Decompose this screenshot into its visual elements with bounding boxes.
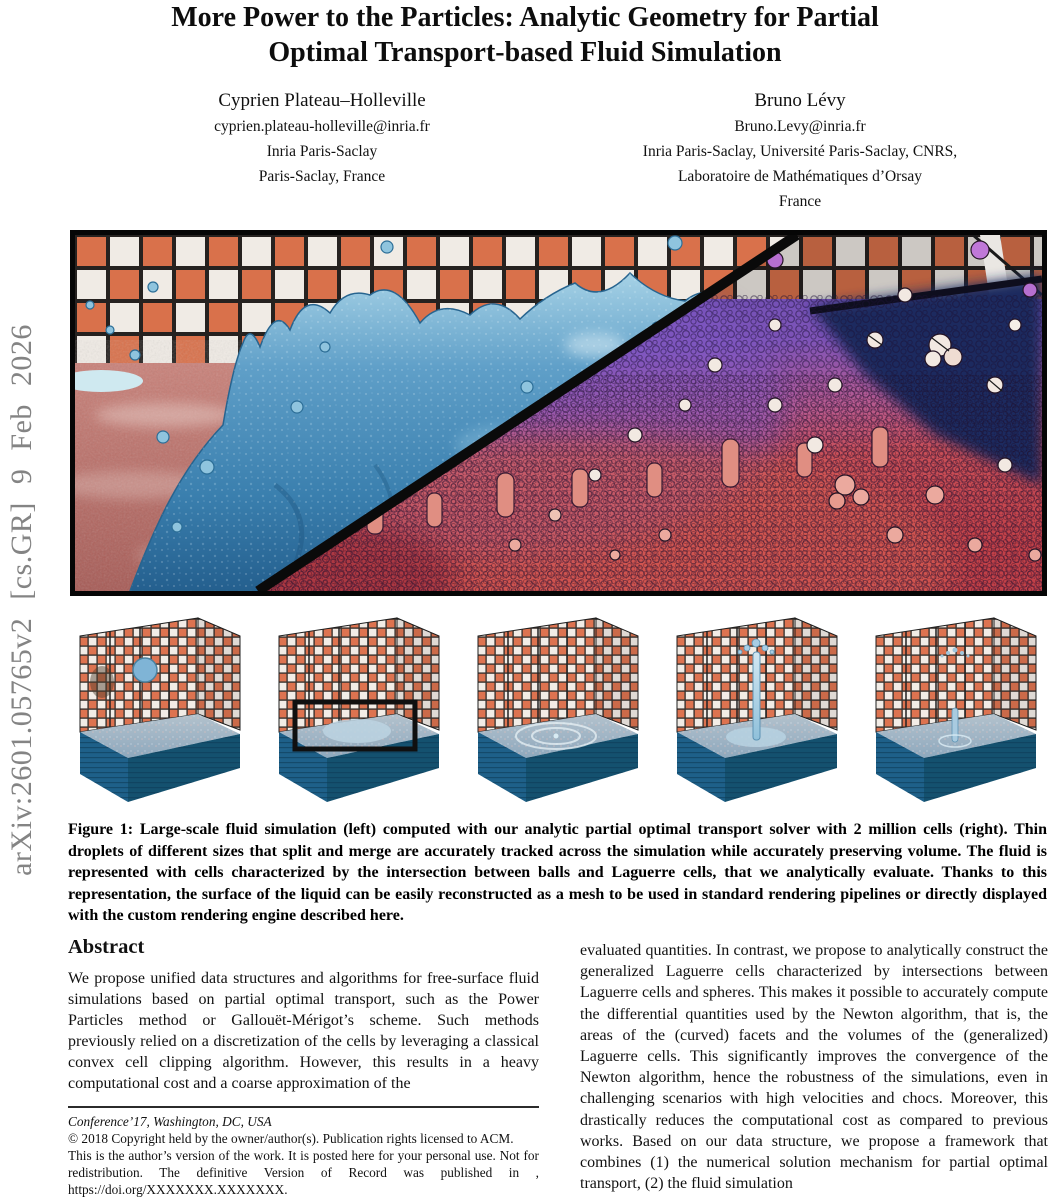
footnote-block (68, 1106, 539, 1198)
author-name: Cyprien Plateau–Holleville (218, 90, 426, 111)
arxiv-watermark: arXiv:2601.05765v2 [cs.GR] 9 Feb 2026 (5, 324, 38, 876)
author-block-2 (570, 88, 1030, 214)
teaser-figure-svg (75, 235, 1042, 591)
impact-splash (323, 719, 391, 743)
title-line-1: More Power to the Particles: Analytic Geometry for Partial (171, 2, 879, 33)
abstract-heading: Abstract (68, 936, 145, 958)
water-jet (753, 652, 760, 740)
author-affiliation: Laboratoire de Mathématiques d’Orsay (677, 168, 923, 185)
author-affiliation: Paris-Saclay, France (258, 168, 386, 185)
author-affiliation: France (778, 193, 822, 210)
author-email: Bruno.Levy@inria.fr (734, 118, 866, 135)
author-email: cyprien.plateau-holleville@inria.fr (214, 118, 430, 135)
figure-caption: Figure 1: Large-scale fluid simulation (left) computed with our analytic partial optimal transport solver with 2 million cells (right). Thin droplets of different sizes that split and merge are accurately tracked across the simulation while accurately preserving volume. The fluid is represented with cells characterized by the intersection between balls and Laguerre cells, that we analytically evaluate. Thanks to this representation, the surface of the liquid can be easily reconstructed as a mesh to be used in standard rendering pipelines or directly displayed with the custom rendering engine described here. (68, 821, 1047, 925)
falling-water-ball (133, 658, 157, 682)
version-notice: This is the author’s version of the work. It is posted here for your personal use. Not for redistribution. The definitive Version of Record was published in , https://doi.org/XXXXXXX.XXXXXXX. (68, 1148, 539, 1197)
simulation-frame-2 (269, 609, 450, 807)
simulation-frame-4 (667, 609, 848, 807)
simulation-frame-1 (70, 609, 251, 807)
right-column-text: evaluated quantities. In contrast, we propose to analytically construct the generalized Laguerre cells characterized by intersections between Laguerre cells and spheres. This makes it possible to accurately compute the differential quantities used by the Newton algorithm, that is, the areas of the (curved) facets and the volumes of the (generalized) Laguerre cells. This significantly improves the convergence of the Newton algorithm, hence the robustness of the simulations, even in challenging scenarios with high velocities and chocs. Moreover, this drastically reduces the computational cost as compared to previous works. Based on our data structure, we propose a framework that combines (1) the numerical solution mechanism for partial optimal transport, (2) the fluid simulation (580, 942, 1048, 1193)
author-affiliation: Inria Paris-Saclay (266, 143, 378, 160)
paper-title (0, 0, 1050, 70)
simulation-frames-row (70, 609, 1047, 807)
abstract-text: We propose unified data structures and algorithms for free-surface fluid simulations based on partial optimal transport, such as the Power Particles method or Gallouët-Mérigot’s scheme. Such methods previously relied on a discretization of the cells by leveraging a classical convex cell clipping algorithm. However, this results in a heavy computational cost and a coarse approximation of the (68, 970, 539, 1092)
author-name: Bruno Lévy (754, 90, 846, 111)
wall-shadow (90, 666, 114, 698)
receding-jet (952, 708, 958, 742)
simulation-frame-3 (468, 609, 649, 807)
teaser-figure (70, 230, 1047, 596)
author-block-1 (92, 88, 552, 189)
copyright-line: © 2018 Copyright held by the owner/author(s). Publication rights licensed to ACM. (68, 1131, 514, 1146)
author-affiliation: Inria Paris-Saclay, Université Paris-Saclay, CNRS, (642, 143, 958, 160)
footnote-rule (68, 1106, 539, 1108)
title-line-2: Optimal Transport-based Fluid Simulation (268, 37, 782, 68)
conference-venue: Conference’17, Washington, DC, USA (68, 1114, 272, 1129)
simulation-frame-5 (866, 609, 1047, 807)
